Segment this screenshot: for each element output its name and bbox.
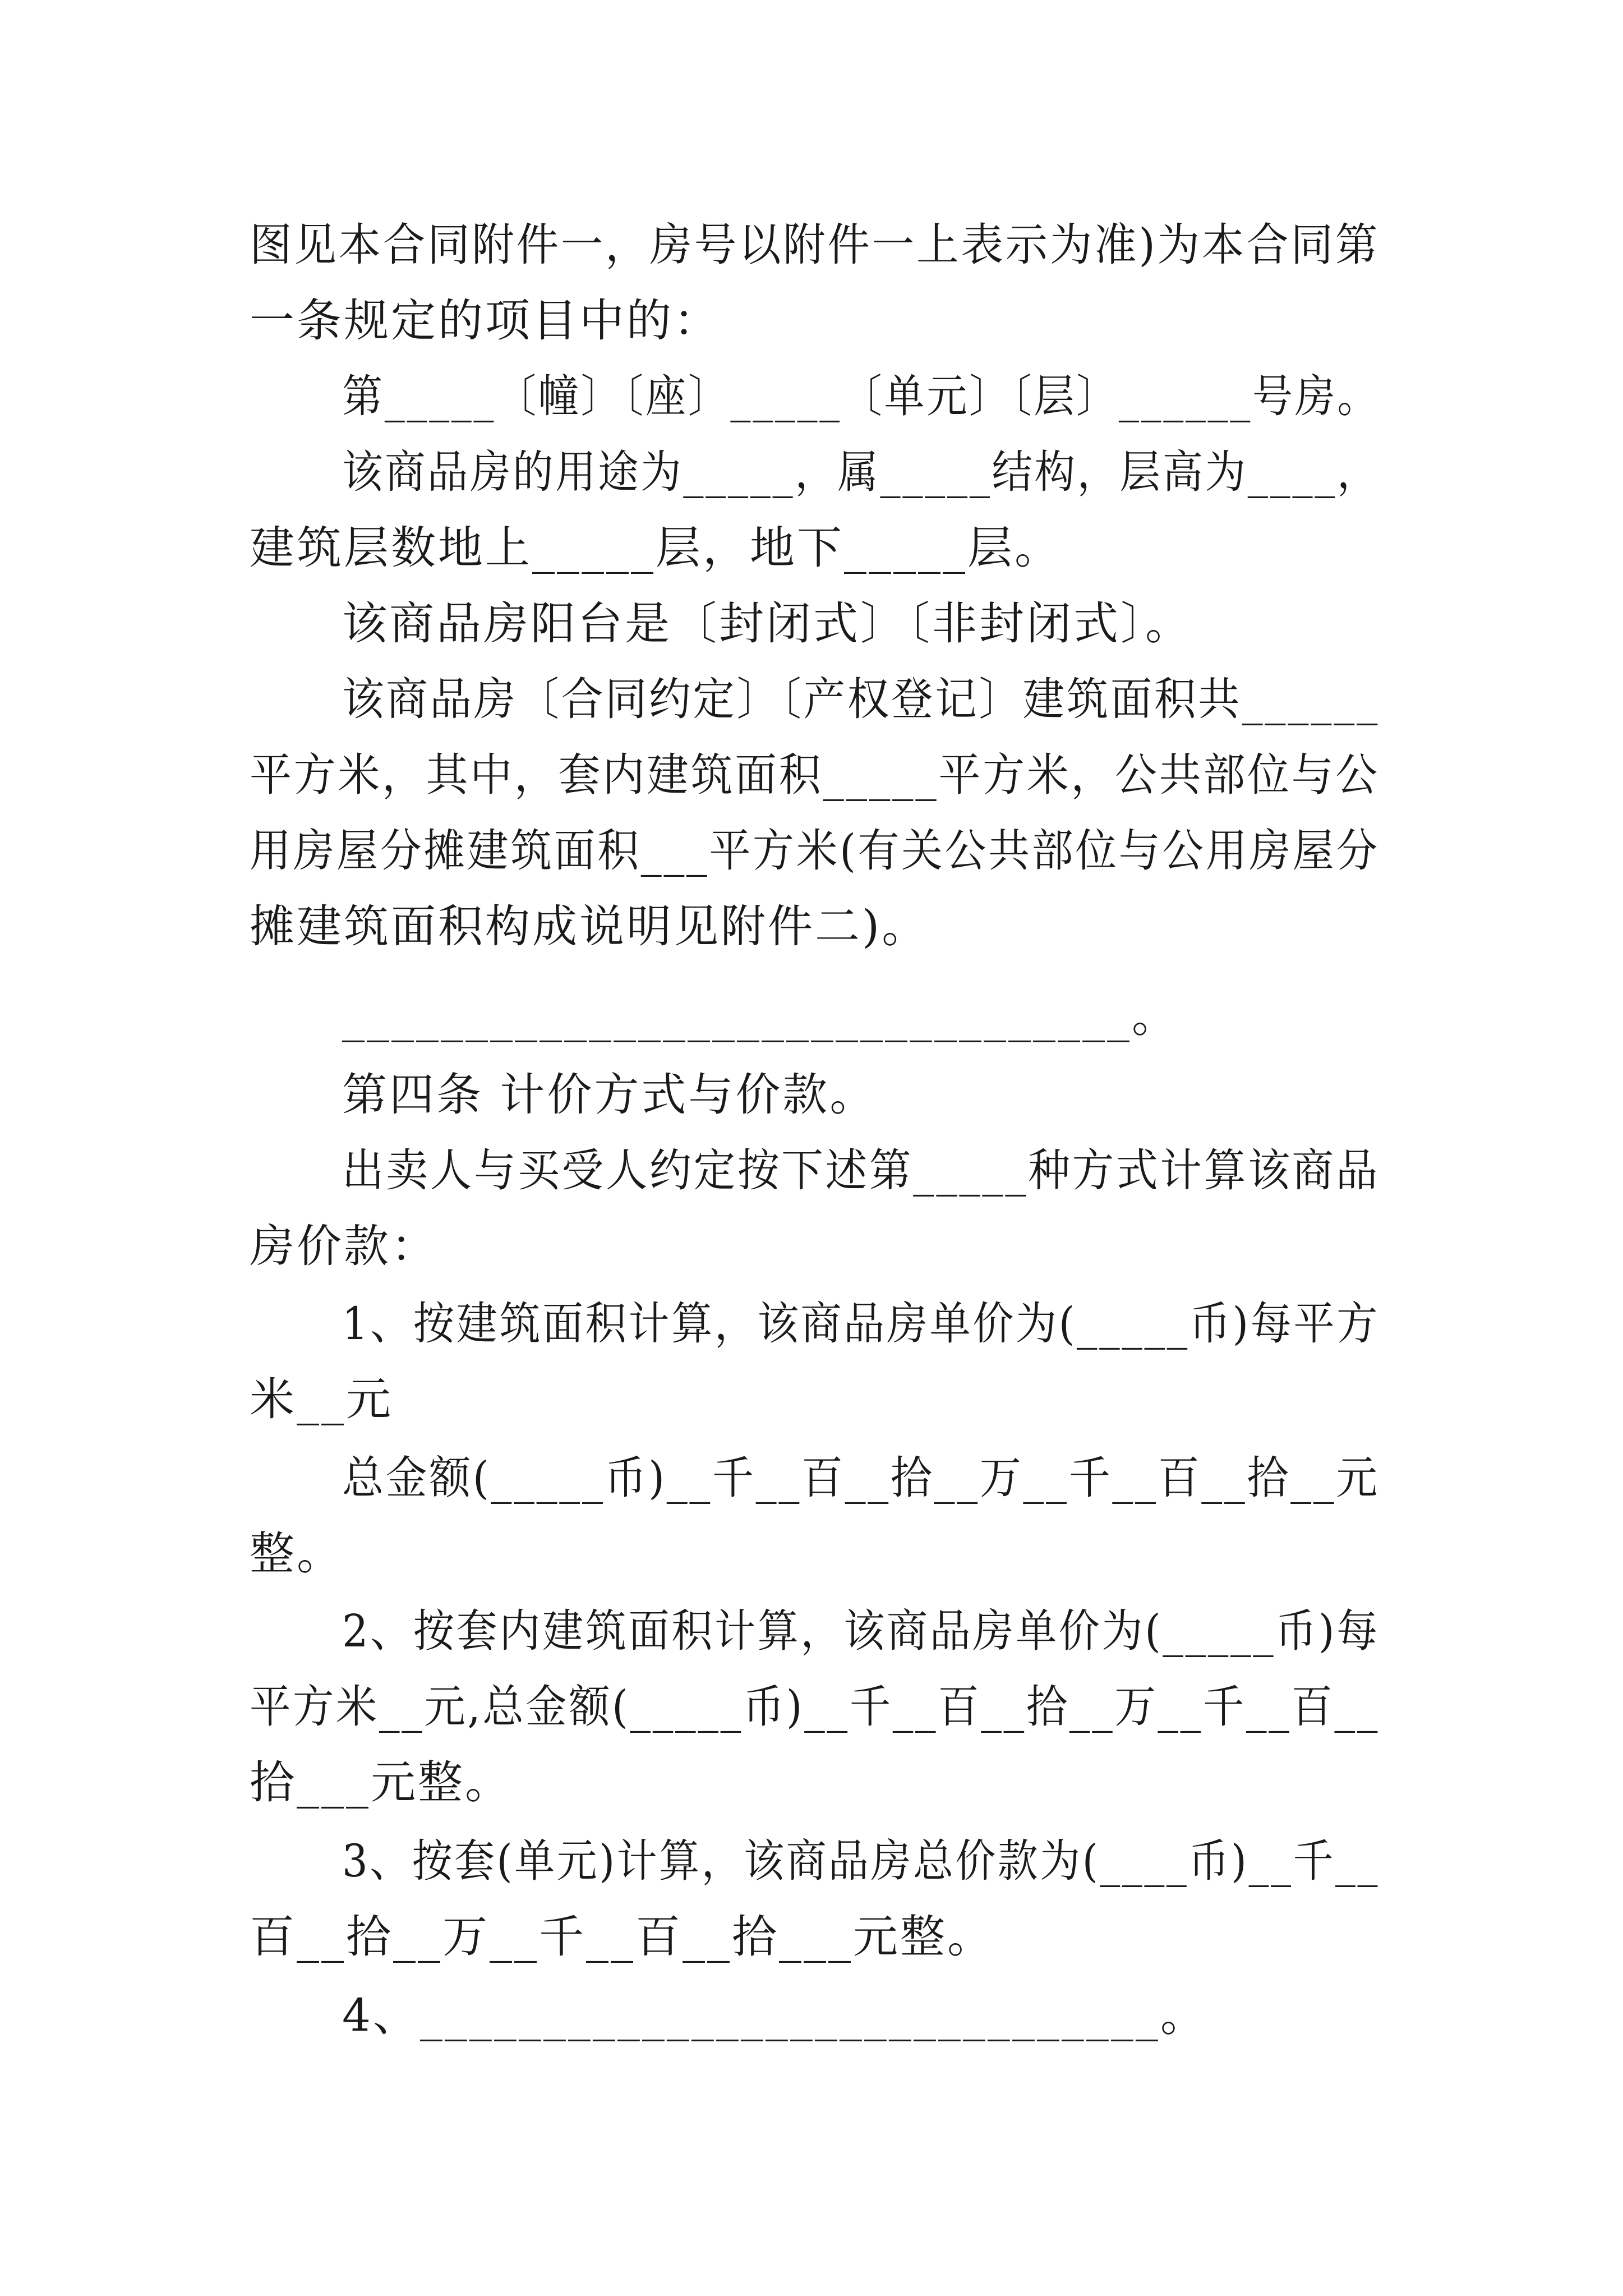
text-line-21 [0,1741,1623,1825]
line-text: ________________________________。 [342,990,1179,1042]
line-text: 4、______________________________。 [342,1989,1207,2041]
text-line-7 [0,657,1623,742]
line-text: 出卖人与买受人约定按下述第_____种方式计算该商品 [342,1144,1380,1197]
text-line-13 [0,1129,1623,1213]
text-line-9 [0,809,1623,893]
text-line-18 [0,1512,1623,1596]
text-line-4 [0,430,1623,514]
line-text: 该商品房阳台是〔封闭式〕〔非封闭式〕。 [342,597,1192,650]
text-line-11 [0,974,1623,1059]
line-text: 该商品房的用途为_____，属_____结构，层高为____， [342,446,1380,498]
line-text: 建筑层数地上_____层，地下_____层。 [250,522,1062,574]
line-text: 一条规定的项目中的： [250,295,721,347]
line-text: 2、按套内建筑面积计算，该商品房单价为(_____币)每 [342,1605,1380,1657]
line-text: 图见本合同附件一，房号以附件一上表示为准)为本合同第 [250,219,1380,271]
text-line-8 [0,733,1623,817]
line-text: 第_____〔幢〕〔座〕_____〔单元〕〔层〕______号房。 [342,370,1380,422]
line-text: 房价款： [250,1220,438,1272]
line-text: 百__拾__万__千__百__拾___元整。 [250,1911,994,1963]
line-text: 平方米__元,总金额(_____币)__千__百__拾__万__千__百__ [250,1681,1380,1733]
text-line-19 [0,1589,1623,1673]
text-line-14 [0,1204,1623,1289]
text-line-20 [0,1665,1623,1749]
text-line-16 [0,1358,1623,1442]
line-text: 整。 [250,1527,344,1580]
text-line-1 [0,203,1623,287]
text-line-5 [0,506,1623,590]
text-line-23 [0,1895,1623,1979]
text-line-6 [0,582,1623,666]
text-line-24 [0,1973,1623,2058]
line-text: 用房屋分摊建筑面积___平方米(有关公共部位与公用房屋分 [250,825,1380,877]
line-text: 3、按套(单元)计算，该商品房总价款为(____币)__千__ [342,1835,1380,1887]
line-text: 米__元 [250,1373,393,1425]
line-text: 该商品房〔合同约定〕〔产权登记〕建筑面积共______ [342,673,1380,725]
line-text: 拾___元整。 [250,1756,512,1809]
text-line-17 [0,1436,1623,1520]
line-text: 总金额(_____币)__千__百__拾__万__千__百__拾__元 [342,1452,1380,1504]
line-text: 第四条 计价方式与价款。 [342,1069,877,1121]
line-text: 摊建筑面积构成说明见附件二)。 [250,900,929,953]
text-line-12 [0,1053,1623,1137]
text-line-2 [0,279,1623,363]
line-text: 1、按建筑面积计算，该商品房单价为(_____币)每平方 [342,1297,1380,1350]
text-line-10 [0,885,1623,969]
text-line-22 [0,1819,1623,1903]
text-line-3 [0,355,1623,439]
line-text: 平方米，其中，套内建筑面积_____平方米，公共部位与公 [250,749,1380,801]
text-line-15 [0,1282,1623,1366]
